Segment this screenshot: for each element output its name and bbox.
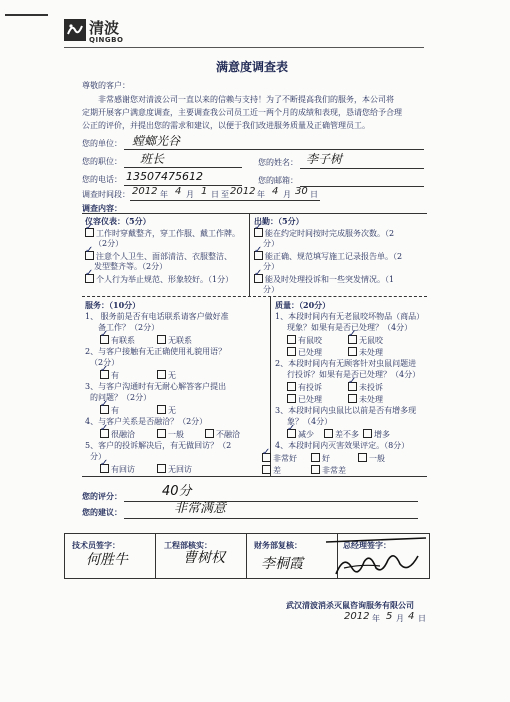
service-q2-option-1-checkbox[interactable] (100, 370, 109, 379)
quality-q2-option-1: 有投诉 (287, 382, 322, 393)
service-q5: 5、客户的投诉解决后，有无做回访？（2 (85, 441, 232, 450)
quality-q3-cont: 象？（4分） (287, 417, 333, 426)
quality-q1-option-1-checkbox[interactable] (287, 335, 296, 344)
service-q3-option-1-checkbox[interactable] (100, 405, 109, 414)
service-q1-option-1: ✓有联系 (100, 335, 135, 346)
greeting: 尊敬的客户： (82, 81, 130, 90)
quality-q4-option-5: 非常差 (311, 465, 346, 476)
quality-q2-option-1-checkbox[interactable] (287, 382, 296, 391)
period-unit-day-1: 日 (211, 190, 219, 199)
quality-q3-option-3-checkbox[interactable] (363, 429, 372, 438)
appearance-item-3: ✓个人行为举止规范、形象较好。（1分） (85, 274, 233, 285)
table-rule-mid (82, 296, 427, 297)
service-q3: 3、与客户沟通时有无耐心解答客户提出 (85, 382, 227, 391)
phone-label: 您的电话： (82, 175, 122, 184)
attendance-item-2-checkbox[interactable] (254, 251, 263, 260)
period-underline (130, 200, 320, 201)
company-value: 螳螂光谷 (132, 134, 181, 148)
quality-q4-option-1-checkbox[interactable] (262, 453, 271, 462)
position-underline (124, 167, 242, 168)
attendance-item-1: ✓能在约定时间按时完成服务次数。（2 (254, 228, 394, 239)
service-q5-option-1: ✓有回访 (100, 464, 135, 475)
attendance-item-2-cont: 分） (263, 262, 279, 271)
service-q5-option-2-checkbox[interactable] (157, 464, 166, 473)
table-rule-top (82, 213, 427, 214)
footer-company: 武汉清波消杀灭鼠咨询服务有限公司 (286, 600, 414, 610)
header-rule (64, 47, 424, 48)
service-q3-option-1: ✓有 (100, 405, 119, 416)
service-q5-option-2: 无回访 (157, 464, 192, 475)
quality-q2-cont: 行投诉？如果有是否已处理？（4分） (287, 370, 421, 379)
quality-q4-option-2: 好 (311, 453, 330, 464)
service-q4-option-2-checkbox[interactable] (157, 429, 166, 438)
signature-col-divider-2 (246, 533, 247, 578)
appearance-item-2-cont: 发型整齐等。（2分） (94, 262, 168, 271)
finance-signature-label: 财务部复核： (254, 540, 302, 550)
quality-q3-option-1-checkbox[interactable] (287, 429, 296, 438)
score-underline (124, 501, 418, 502)
name-label: 您的姓名： (258, 158, 298, 167)
quality-q3-option-1: ✓减少 (287, 429, 314, 440)
period-day-1: 1 (201, 186, 208, 197)
appearance-item-1-cont: （2分） (94, 239, 124, 248)
service-q4-option-3-checkbox[interactable] (205, 429, 214, 438)
score-label: 您的评分： (82, 491, 122, 501)
attendance-item-2: ✓能正确、规范填写施工记录报告单。（2 (254, 251, 402, 262)
service-q3-cont: 的问题？（2分） (90, 393, 152, 402)
quality-q2-option-4-checkbox[interactable] (348, 394, 357, 403)
period-unit-year-1: 年 (160, 190, 168, 199)
quality-q4-option-5-checkbox[interactable] (311, 465, 320, 474)
name-value: 李子树 (306, 152, 343, 166)
service-q5-option-1-checkbox[interactable] (100, 464, 109, 473)
period-day-2: 30 (295, 186, 308, 197)
suggestion-underline (124, 518, 418, 519)
appearance-item-2: ✓注意个人卫生、面部清洁、衣服整洁、 (85, 251, 232, 262)
intro-line-2: 定期开展客户满意度调查，主要调查我公司员工近一两个月的成绩和表现，恳请您给予合理 (82, 108, 402, 117)
quality-q1-option-2: ✓ 无鼠咬 (348, 335, 383, 346)
intro-line-1: 非常感谢您对清波公司一直以来的信赖与支持！为了不断提高我们的服务，本公司将 (98, 95, 394, 104)
attendance-item-3: ✓能及时处理投诉和一些突发情况。（1 (254, 274, 394, 285)
attendance-item-1-checkbox[interactable] (254, 228, 263, 237)
service-q2-option-2-checkbox[interactable] (157, 370, 166, 379)
qingbo-logo (64, 19, 86, 45)
period-label: 调查时间段： (82, 190, 130, 199)
quality-q4-option-4-checkbox[interactable] (262, 465, 271, 474)
service-q2-option-1: ✓有 (100, 370, 119, 381)
service-q1-option-2-checkbox[interactable] (157, 335, 166, 344)
name-underline (300, 168, 424, 169)
table-rule-bottom (82, 476, 427, 477)
company-underline (124, 149, 424, 150)
phone-value: 13507475612 (126, 170, 203, 183)
top-scan-line (5, 14, 48, 16)
quality-q1-option-4-checkbox[interactable] (348, 347, 357, 356)
service-q2-option-2: 无 (157, 370, 176, 381)
period-year-1: 2012 (132, 186, 158, 197)
score-value: 40分 (162, 484, 192, 499)
quality-q1-option-3-checkbox[interactable] (287, 347, 296, 356)
period-unit-month-1: 月 (186, 190, 194, 199)
page-title: 满意度调查表 (216, 60, 289, 74)
tech-signature-label: 技术员签字： (72, 540, 120, 550)
email-label: 您的邮箱： (258, 176, 298, 185)
quality-q4-option-3-checkbox[interactable] (358, 453, 367, 462)
footer-date-unit-year: 年 (372, 614, 380, 623)
attendance-item-3-checkbox[interactable] (254, 274, 263, 283)
service-q4-option-1-checkbox[interactable] (100, 429, 109, 438)
finance-signature: 李桐霞 (261, 556, 303, 572)
quality-q1-option-4: 未处理 (348, 347, 383, 358)
quality-q1-option-3: 已处理 (287, 347, 322, 358)
quality-q4: 4、本段时间内灭害效果评定。（8分） (275, 441, 410, 450)
quality-title: 质量：（20分） (275, 300, 331, 310)
service-q1-option-1-checkbox[interactable] (100, 335, 109, 344)
period-year-2: 2012 (230, 186, 256, 197)
content-label: 调查内容： (82, 203, 122, 213)
suggestion-label: 您的建议： (82, 507, 122, 517)
appearance-title: 仪容仪表：（5分） (85, 216, 151, 226)
appearance-item-1-checkbox[interactable] (85, 228, 94, 237)
table-divider-upper (249, 213, 250, 296)
manager-signature-label: 总经理签字： (343, 540, 391, 550)
quality-q2-option-2: ✓ 未投诉 (348, 382, 383, 393)
service-q3-option-2: 无 (157, 405, 176, 416)
signature-col-divider-1 (155, 533, 156, 578)
service-q4: 4、与客户关系是否融洽？（2分） (85, 417, 208, 426)
quality-q2: 2、本段时间内有无顾客针对虫鼠问题进 (275, 359, 417, 368)
manager-signature-scribble (322, 534, 432, 578)
company-label: 您的单位： (82, 139, 122, 148)
footer-date-month: 5 (386, 611, 393, 622)
engineering-signature: 曹树权 (183, 550, 225, 566)
quality-q4-option-4: 差 (262, 465, 281, 476)
position-label: 您的职位： (82, 157, 122, 166)
quality-q1-cont: 现象？如果有是否已处理？（4分） (287, 323, 413, 332)
attendance-title: 出勤：（5分） (254, 216, 304, 226)
quality-q3-option-3: 增多 (363, 429, 390, 440)
suggestion-value: 非常满意 (174, 501, 227, 516)
service-title: 服务：（10分） (85, 300, 141, 310)
tech-signature: 何胜牛 (86, 552, 128, 568)
quality-q3-option-2-checkbox[interactable] (324, 429, 333, 438)
service-q1: 1、 服务前是否有电话联系请客户做好准 (85, 312, 229, 321)
footer-date-unit-month: 月 (396, 614, 404, 623)
service-q2-cont: （2分） (90, 358, 120, 367)
service-q1-cont: 备工作？（2分） (98, 323, 160, 332)
service-q1-option-2: 无联系 (157, 335, 192, 346)
period-unit-month-2: 月 (283, 190, 291, 199)
quality-q2-option-3-checkbox[interactable] (287, 394, 296, 403)
engineering-signature-label: 工程部核实： (164, 540, 212, 550)
intro-line-3: 公正的评价，并提出您的需求和建议，以便于我们改进服务质量及正确管理员工。 (82, 121, 370, 130)
quality-q4-option-3: 一般 (358, 453, 385, 464)
attendance-item-1-cont: 分） (263, 239, 279, 248)
footer-date-year: 2012 (344, 611, 370, 622)
quality-q2-option-2-checkbox[interactable] (348, 382, 357, 391)
quality-q4-option-1: ✓非常好 (262, 453, 297, 464)
quality-q2-option-3: 已处理 (287, 394, 322, 405)
footer-date-day: 4 (408, 611, 415, 622)
quality-q3-option-2: 差不多 (324, 429, 359, 440)
service-q2: 2、与客户接触有无正确使用礼貌用语？ (85, 347, 227, 356)
period-month-2: 4 (272, 186, 279, 197)
email-underline (300, 186, 424, 187)
position-value: 班长 (140, 152, 165, 166)
logo-name-en: QINGBO (89, 36, 124, 44)
logo-icon (64, 19, 86, 41)
appearance-item-1: ✓工作时穿戴整齐，穿工作服、戴工作牌。 (85, 228, 240, 239)
period-unit-year-2: 年 (257, 190, 265, 199)
period-unit-to: 至 (221, 190, 229, 199)
quality-q1-option-1: 有鼠咬 (287, 335, 322, 346)
appearance-item-2-checkbox[interactable] (85, 251, 94, 260)
quality-q4-option-2-checkbox[interactable] (311, 453, 320, 462)
service-q4-option-2: 一般 (157, 429, 184, 440)
quality-q3: 3、本段时间内虫鼠比以前是否有增多现 (275, 406, 417, 415)
service-q4-option-3: 不融洽 (205, 429, 240, 440)
service-q5-cont: 分） (90, 452, 106, 461)
period-unit-day-2: 日 (310, 190, 318, 199)
footer-date-unit-day: 日 (418, 614, 426, 623)
attendance-item-3-cont: 分） (263, 285, 279, 294)
quality-q2-option-4: 未处理 (348, 394, 383, 405)
period-month-1: 4 (175, 186, 182, 197)
service-q4-option-1: ✓很融洽 (100, 429, 135, 440)
quality-q1-option-2-checkbox[interactable] (348, 335, 357, 344)
logo-name-cn: 清波 (89, 19, 120, 37)
quality-q1: 1、本段时间内有无老鼠咬坏物品（商品） (275, 312, 425, 321)
appearance-item-3-checkbox[interactable] (85, 274, 94, 283)
service-q3-option-2-checkbox[interactable] (157, 405, 166, 414)
